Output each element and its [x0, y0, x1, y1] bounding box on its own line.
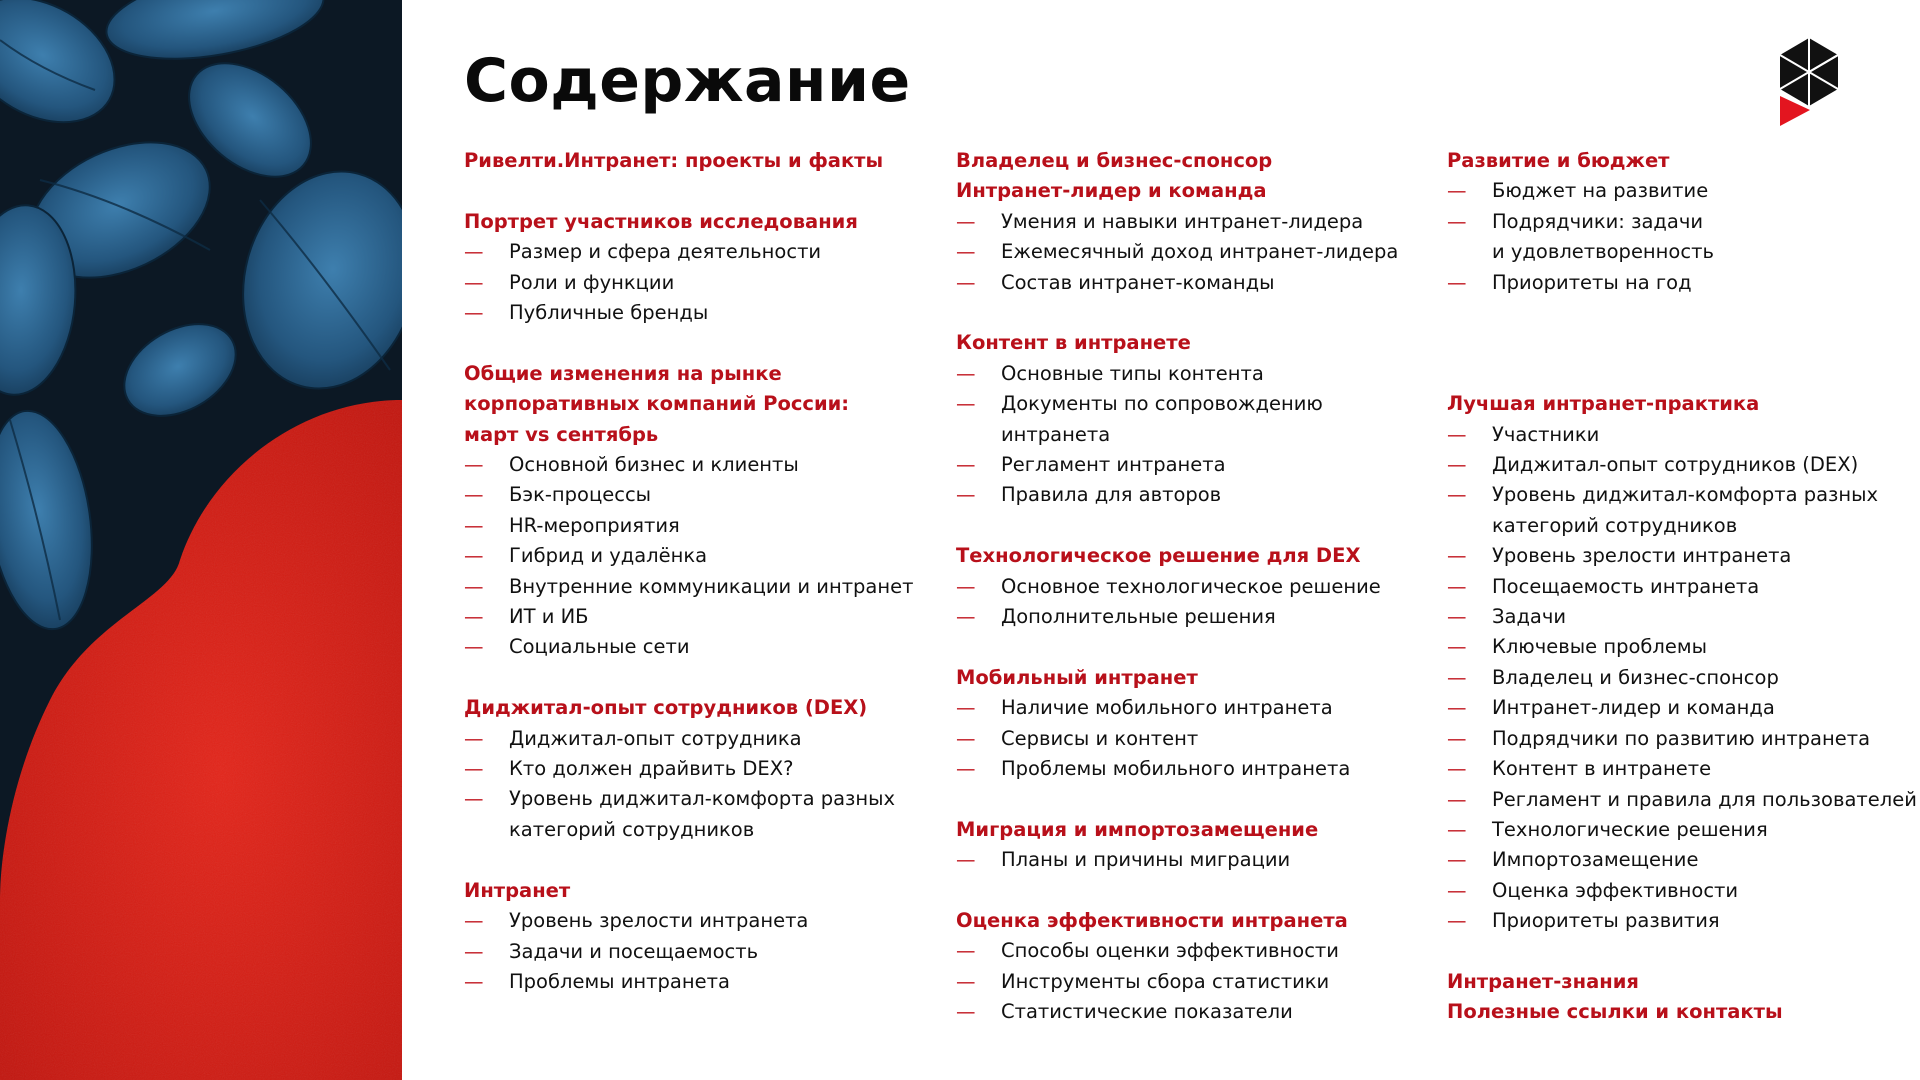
dash-bullet-icon: — — [1447, 696, 1467, 720]
toc-item[interactable] — [1447, 268, 1917, 298]
toc-section-heading[interactable]: Полезные ссылки и контакты — [1447, 1000, 1783, 1024]
toc-item-label: Приоритеты развития — [1492, 909, 1720, 933]
toc-item[interactable] — [956, 268, 1426, 298]
dash-bullet-icon: — — [956, 969, 976, 993]
toc-item-label: Уровень диджитал-комфорта разных — [1492, 483, 1879, 507]
toc-item[interactable] — [1447, 632, 1917, 662]
toc-section — [956, 906, 1426, 1028]
dash-bullet-icon: — — [956, 605, 976, 629]
toc-item-label: Интранет-лидер и команда — [1492, 696, 1775, 720]
toc-section — [1447, 967, 1917, 1028]
toc-item[interactable] — [1447, 876, 1917, 906]
dash-bullet-icon: — — [956, 726, 976, 750]
dash-bullet-icon: — — [1447, 878, 1467, 902]
dash-bullet-icon: — — [1447, 544, 1467, 568]
toc-section — [1447, 146, 1917, 298]
toc-section-heading[interactable]: Контент в интранете — [956, 331, 1191, 355]
toc-section-heading[interactable]: Лучшая интранет-практика — [1447, 392, 1760, 416]
toc-item[interactable] — [464, 572, 934, 602]
toc-item-label: Задачи и посещаемость — [509, 939, 759, 963]
toc-item-label: Правила для авторов — [1001, 483, 1222, 507]
toc-item[interactable] — [956, 359, 1426, 389]
toc-item-label: Контент в интранете — [1492, 757, 1712, 781]
toc-item-label: Проблемы интранета — [509, 969, 730, 993]
dash-bullet-icon: — — [1447, 605, 1467, 629]
toc-item[interactable] — [956, 936, 1426, 966]
toc-section — [464, 693, 934, 845]
toc-item-label: Посещаемость интранета — [1492, 574, 1760, 598]
toc-item-label: Бэк-процессы — [509, 483, 652, 507]
toc-section-heading[interactable]: март vs сентябрь — [464, 422, 659, 446]
toc-item-label: Размер и сфера деятельности — [509, 240, 822, 264]
dash-bullet-icon: — — [956, 270, 976, 294]
toc-section — [956, 328, 1426, 510]
toc-section — [464, 207, 934, 329]
dash-bullet-icon: — — [1447, 422, 1467, 446]
dash-bullet-icon: — — [1447, 848, 1467, 872]
toc-item-label: Дополнительные решения — [1001, 605, 1276, 629]
dash-bullet-icon: — — [1447, 726, 1467, 750]
dash-bullet-icon: — — [956, 453, 976, 477]
toc-item[interactable] — [956, 997, 1426, 1027]
toc-item[interactable] — [1447, 724, 1917, 754]
toc-item[interactable] — [1447, 237, 1917, 267]
toc-section — [1447, 389, 1917, 936]
toc-item-label: ИТ и ИБ — [509, 605, 589, 629]
toc-section-heading[interactable]: Интранет — [464, 878, 571, 902]
dash-bullet-icon: — — [956, 757, 976, 781]
toc-item-label: Уровень зрелости интранета — [509, 909, 809, 933]
toc-item-label: Гибрид и удалёнка — [509, 544, 708, 568]
dash-bullet-icon: — — [956, 939, 976, 963]
toc-item[interactable] — [1447, 480, 1917, 510]
dash-bullet-icon: — — [464, 635, 484, 659]
toc-section — [464, 359, 934, 663]
toc-item[interactable] — [956, 754, 1426, 784]
toc-item[interactable] — [464, 298, 934, 328]
dash-bullet-icon: — — [464, 270, 484, 294]
toc-section-heading[interactable]: Ривелти.Интранет: проекты и факты — [464, 149, 884, 172]
toc-item-label: Уровень зрелости интранета — [1492, 544, 1792, 568]
toc-item[interactable] — [956, 693, 1426, 723]
toc-column-3 — [1447, 146, 1917, 1028]
toc-item-label: Основной бизнес и клиенты — [509, 453, 799, 477]
toc-item[interactable] — [956, 389, 1426, 419]
toc-item[interactable] — [464, 450, 934, 480]
toc-item-label: Способы оценки эффективности — [1001, 939, 1339, 963]
toc-section-heading[interactable]: Технологическое решение для DEX — [956, 544, 1361, 568]
dash-bullet-icon: — — [956, 574, 976, 598]
dash-bullet-icon: — — [464, 301, 484, 325]
dash-bullet-icon: — — [464, 544, 484, 568]
toc-section — [464, 146, 934, 176]
dash-bullet-icon: — — [956, 848, 976, 872]
toc-item-label: Оценка эффективности — [1492, 878, 1739, 902]
toc-item[interactable] — [464, 237, 934, 267]
dash-bullet-icon: — — [1447, 665, 1467, 689]
dash-bullet-icon: — — [464, 726, 484, 750]
toc-item[interactable] — [464, 268, 934, 298]
dash-bullet-icon: — — [464, 787, 484, 811]
dash-bullet-icon: — — [464, 939, 484, 963]
toc-section-heading[interactable]: Владелец и бизнес-спонсор — [956, 149, 1273, 172]
toc-section-heading[interactable]: корпоративных компаний России: — [464, 392, 850, 416]
toc-section-heading[interactable]: Развитие и бюджет — [1447, 149, 1670, 172]
toc-section-heading[interactable] — [1447, 328, 1917, 358]
toc-item[interactable] — [1447, 815, 1917, 845]
toc-item-label: категорий сотрудников — [1492, 513, 1738, 537]
toc-item-label: Планы и причины миграции — [1001, 848, 1291, 872]
toc-section-heading[interactable]: Общие изменения на рынке — [464, 361, 782, 385]
toc-item-label: и удовлетворенность — [1492, 240, 1714, 264]
toc-item[interactable] — [464, 937, 934, 967]
toc-item[interactable] — [1447, 572, 1917, 602]
dash-bullet-icon: — — [1447, 909, 1467, 933]
toc-item-label: Документы по сопровождению — [1001, 392, 1323, 416]
dash-bullet-icon: — — [464, 605, 484, 629]
toc-item-label: Социальные сети — [509, 635, 690, 659]
toc-section-heading[interactable]: Диджитал-опыт сотрудников (DEX) — [464, 696, 868, 720]
dash-bullet-icon: — — [464, 453, 484, 477]
dash-bullet-icon: — — [1447, 453, 1467, 477]
toc-item[interactable] — [464, 724, 934, 754]
dash-bullet-icon: — — [464, 240, 484, 264]
dash-bullet-icon: — — [1447, 574, 1467, 598]
toc-item-label: Подрядчики по развитию интранета — [1492, 726, 1871, 750]
dash-bullet-icon: — — [1447, 817, 1467, 841]
toc-item-label: Кто должен драйвить DEX? — [509, 757, 794, 781]
dash-bullet-icon: — — [464, 757, 484, 781]
toc-section — [1447, 328, 1917, 358]
toc-item[interactable] — [1447, 906, 1917, 936]
toc-item[interactable] — [464, 632, 934, 662]
toc-item[interactable] — [464, 815, 934, 845]
toc-item[interactable] — [956, 602, 1426, 632]
dash-bullet-icon: — — [1447, 179, 1467, 203]
toc-item[interactable] — [956, 450, 1426, 480]
toc-item-label: Приоритеты на год — [1492, 270, 1692, 294]
dash-bullet-icon: — — [1447, 209, 1467, 233]
toc-item-label: Основное технологическое решение — [1001, 574, 1381, 598]
leaves-and-heart-illustration — [0, 0, 402, 1080]
toc-item-label: Технологические решения — [1492, 817, 1768, 841]
toc-item[interactable] — [956, 572, 1426, 602]
toc-column-1 — [464, 146, 934, 997]
toc-item[interactable] — [956, 420, 1426, 450]
toc-section-heading[interactable]: Миграция и импортозамещение — [956, 817, 1319, 841]
dash-bullet-icon: — — [956, 483, 976, 507]
toc-item[interactable] — [464, 754, 934, 784]
decorative-side-image — [0, 0, 402, 1080]
dash-bullet-icon: — — [1447, 787, 1467, 811]
toc-item-label: Бюджет на развитие — [1492, 179, 1709, 203]
toc-item[interactable] — [956, 207, 1426, 237]
toc-item[interactable] — [1447, 541, 1917, 571]
dash-bullet-icon: — — [956, 392, 976, 416]
toc-item-label: Регламент интранета — [1001, 453, 1226, 477]
toc-item[interactable] — [1447, 663, 1917, 693]
dash-bullet-icon: — — [464, 969, 484, 993]
toc-item[interactable] — [1447, 176, 1917, 206]
toc-item-label: Проблемы мобильного интранета — [1001, 757, 1351, 781]
dash-bullet-icon: — — [1447, 757, 1467, 781]
company-logo-icon — [1776, 36, 1842, 128]
toc-item[interactable] — [464, 602, 934, 632]
toc-item-label: Подрядчики: задачи — [1492, 209, 1704, 233]
toc-section-heading[interactable]: Мобильный интранет — [956, 665, 1198, 689]
dash-bullet-icon: — — [464, 574, 484, 598]
toc-item-label: категорий сотрудников — [509, 817, 755, 841]
toc-item[interactable] — [464, 541, 934, 571]
dash-bullet-icon: — — [956, 240, 976, 264]
toc-section — [956, 541, 1426, 632]
dash-bullet-icon: — — [956, 361, 976, 385]
toc-item[interactable] — [1447, 207, 1917, 237]
toc-item-label: Публичные бренды — [509, 301, 709, 325]
toc-item[interactable] — [464, 511, 934, 541]
toc-item[interactable] — [956, 967, 1426, 997]
toc-item-label: Внутренние коммуникации и интранет — [509, 574, 914, 598]
toc-item-label: HR-мероприятия — [509, 513, 680, 537]
toc-item-label: Наличие мобильного интранета — [1001, 696, 1333, 720]
toc-item-label: Ежемесячный доход интранет-лидера — [1001, 240, 1399, 264]
toc-item-label: Умения и навыки интранет-лидера — [1001, 209, 1364, 233]
toc-item-label: Участники — [1492, 422, 1600, 446]
toc-item[interactable] — [464, 967, 934, 997]
toc-item[interactable] — [1447, 693, 1917, 723]
toc-item[interactable] — [1447, 845, 1917, 875]
dash-bullet-icon: — — [956, 696, 976, 720]
dash-bullet-icon: — — [464, 513, 484, 537]
toc-item-label: Роли и функции — [509, 270, 675, 294]
toc-item-label: Регламент и правила для пользователей — [1492, 787, 1917, 811]
toc-item-label: Диджитал-опыт сотрудника — [509, 726, 802, 750]
toc-section — [956, 146, 1426, 298]
dash-bullet-icon: — — [464, 909, 484, 933]
toc-item-label: интранета — [1001, 422, 1111, 446]
toc-item-label: Импортозамещение — [1492, 848, 1699, 872]
toc-item[interactable] — [1447, 511, 1917, 541]
toc-column-2 — [956, 146, 1426, 1028]
toc-section — [956, 663, 1426, 785]
toc-item-label: Статистические показатели — [1001, 1000, 1293, 1024]
toc-item-label: Ключевые проблемы — [1492, 635, 1707, 659]
toc-item[interactable] — [956, 724, 1426, 754]
toc-item-label: Диджитал-опыт сотрудников (DEX) — [1492, 453, 1859, 477]
dash-bullet-icon: — — [464, 483, 484, 507]
dash-bullet-icon: — — [956, 1000, 976, 1024]
toc-item-label: Владелец и бизнес-спонсор — [1492, 665, 1779, 689]
toc-section-heading[interactable]: Портрет участников исследования — [464, 209, 858, 233]
dash-bullet-icon: — — [1447, 635, 1467, 659]
toc-item[interactable] — [956, 237, 1426, 267]
toc-item[interactable] — [464, 480, 934, 510]
toc-section-heading[interactable]: Интранет-знания — [1447, 969, 1639, 993]
toc-item[interactable] — [1447, 785, 1917, 815]
toc-item-label: Уровень диджитал-комфорта разных — [509, 787, 896, 811]
toc-section-heading[interactable]: Интранет-лидер и команда — [956, 179, 1267, 203]
toc-item-label: Инструменты сбора статистики — [1001, 969, 1330, 993]
toc-section — [464, 876, 934, 998]
toc-item[interactable] — [1447, 754, 1917, 784]
toc-item-label: Основные типы контента — [1001, 361, 1264, 385]
toc-section — [956, 815, 1426, 876]
toc-item[interactable] — [1447, 450, 1917, 480]
toc-item[interactable] — [464, 784, 934, 814]
toc-item[interactable] — [956, 845, 1426, 875]
toc-section-heading[interactable]: Оценка эффективности интранета — [956, 909, 1348, 933]
toc-item[interactable] — [1447, 602, 1917, 632]
toc-item-label: Задачи — [1492, 605, 1567, 629]
toc-item[interactable] — [1447, 420, 1917, 450]
dash-bullet-icon: — — [1447, 270, 1467, 294]
toc-item[interactable] — [956, 480, 1426, 510]
dash-bullet-icon: — — [1447, 483, 1467, 507]
dash-bullet-icon: — — [956, 209, 976, 233]
toc-item-label: Сервисы и контент — [1001, 726, 1199, 750]
page-title: Содержание — [464, 46, 911, 116]
toc-item-label: Состав интранет-команды — [1001, 270, 1275, 294]
toc-item[interactable] — [464, 906, 934, 936]
